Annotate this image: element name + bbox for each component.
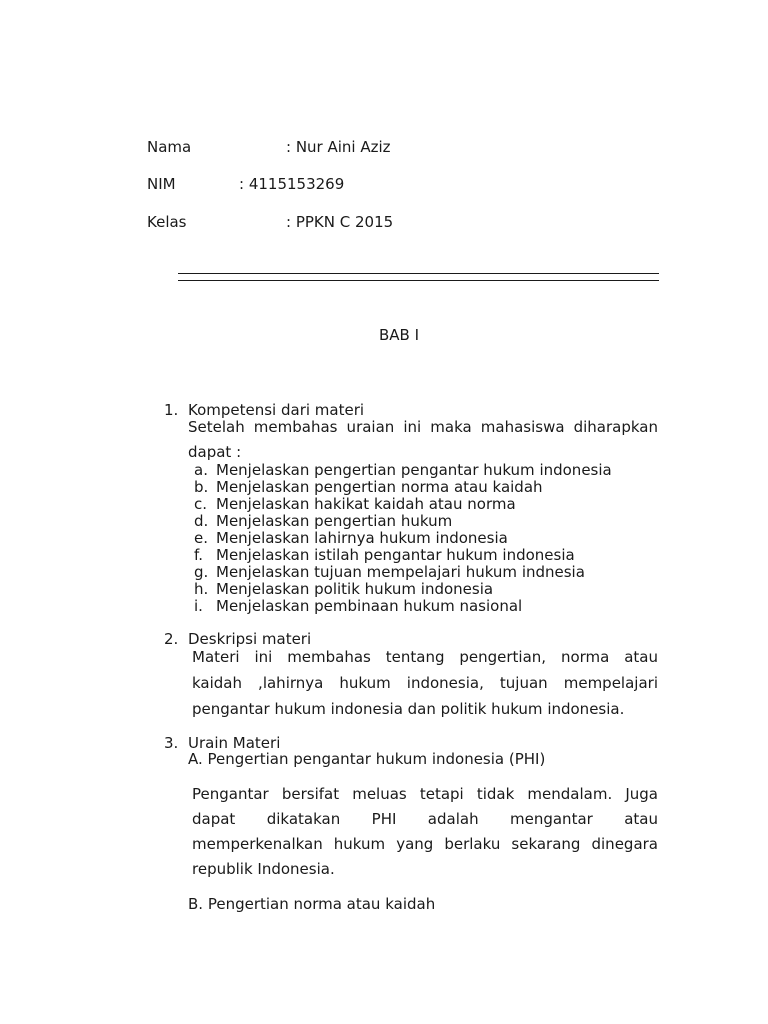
section3-subheading-a: A. Pengertian pengantar hukum indonesia (PHI) bbox=[188, 750, 546, 768]
separator-line-bottom bbox=[178, 280, 659, 281]
list-marker: g. bbox=[194, 563, 209, 581]
list-item bbox=[194, 478, 543, 496]
section1-heading: Kompetensi dari materi bbox=[188, 401, 365, 419]
list-item-text: Menjelaskan pengertian hukum bbox=[216, 512, 453, 530]
list-item bbox=[194, 580, 493, 598]
list-item-text: Menjelaskan tujuan mempelajari hukum indnesia bbox=[216, 563, 585, 581]
section3-heading: Urain Materi bbox=[188, 734, 281, 752]
section1-number: 1. bbox=[164, 401, 179, 419]
list-item-text: Menjelaskan lahirnya hukum indonesia bbox=[216, 529, 508, 547]
list-item-text: Menjelaskan pembinaan hukum nasional bbox=[216, 597, 523, 615]
section2-heading: Deskripsi materi bbox=[188, 630, 312, 648]
nim-value: : 4115153269 bbox=[239, 175, 345, 193]
list-marker: d. bbox=[194, 512, 209, 530]
list-item-text: Menjelaskan istilah pengantar hukum indonesia bbox=[216, 546, 575, 564]
section1-intro-line2: dapat : bbox=[188, 443, 242, 461]
list-marker: c. bbox=[194, 495, 208, 513]
name-label: Nama bbox=[147, 138, 192, 156]
nim-label: NIM bbox=[147, 175, 176, 193]
section2-line3: pengantar hukum indonesia dan politik hukum indonesia. bbox=[192, 700, 625, 718]
list-item bbox=[194, 495, 516, 513]
list-item bbox=[194, 546, 575, 564]
section2-number: 2. bbox=[164, 630, 179, 648]
separator-line-top bbox=[178, 273, 659, 274]
list-marker: f. bbox=[194, 546, 203, 564]
chapter-title: BAB I bbox=[379, 326, 420, 344]
section3-subheading-b: B. Pengertian norma atau kaidah bbox=[188, 895, 436, 913]
list-marker: e. bbox=[194, 529, 208, 547]
list-item bbox=[194, 512, 452, 530]
section3-para-line3: memperkenalkan hukum yang berlaku sekarang dinegara bbox=[192, 835, 658, 853]
section3-para-line1: Pengantar bersifat meluas tetapi tidak mendalam. Juga bbox=[192, 785, 658, 803]
section2-line2: kaidah ,lahirnya hukum indonesia, tujuan mempelajari bbox=[192, 674, 658, 692]
class-value: : PPKN C 2015 bbox=[286, 213, 394, 231]
list-item-text: Menjelaskan hakikat kaidah atau norma bbox=[216, 495, 516, 513]
list-item bbox=[194, 529, 508, 547]
list-item bbox=[194, 563, 585, 581]
section2-line1: Materi ini membahas tentang pengertian, norma atau bbox=[192, 648, 658, 666]
class-label: Kelas bbox=[147, 213, 187, 231]
section1-intro-line1: Setelah membahas uraian ini maka mahasiswa diharapkan bbox=[188, 418, 658, 436]
list-marker: b. bbox=[194, 478, 209, 496]
list-item-text: Menjelaskan pengertian norma atau kaidah bbox=[216, 478, 543, 496]
list-marker: i. bbox=[194, 597, 203, 615]
list-item bbox=[194, 597, 522, 615]
list-marker: h. bbox=[194, 580, 209, 598]
list-item bbox=[194, 461, 612, 479]
list-item-text: Menjelaskan politik hukum indonesia bbox=[216, 580, 494, 598]
section3-number: 3. bbox=[164, 734, 179, 752]
section3-para-line4: republik Indonesia. bbox=[192, 860, 335, 878]
name-value: : Nur Aini Aziz bbox=[286, 138, 391, 156]
list-item-text: Menjelaskan pengertian pengantar hukum indonesia bbox=[216, 461, 612, 479]
section3-para-line2: dapat dikatakan PHI adalah mengantar atau bbox=[192, 810, 658, 828]
list-marker: a. bbox=[194, 461, 208, 479]
